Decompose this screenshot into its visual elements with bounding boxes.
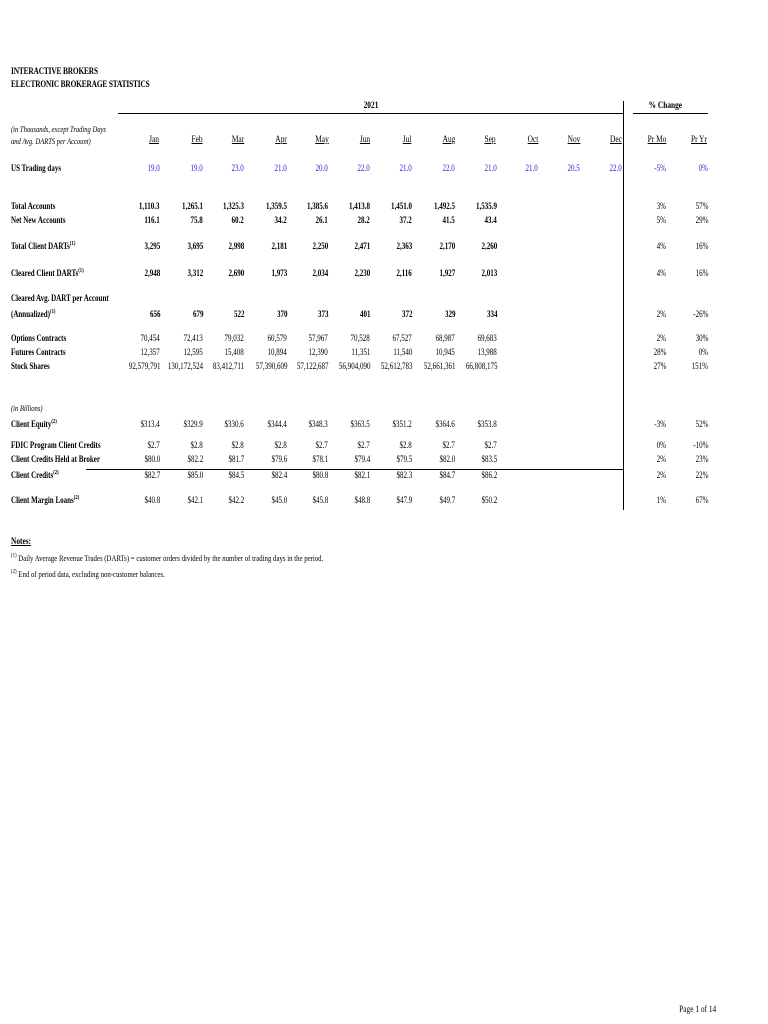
row-label-text: Stock Shares [11,361,50,371]
cell-trading-days-pr-yr: 0% [698,163,708,173]
row-label-text: Total Client DARTs [11,241,70,251]
cell-credits-held-feb: $82.2 [187,454,203,464]
cell-margin-loans-sep: $50.2 [481,495,497,505]
cell-stock-shares-pr-yr: 151% [691,361,708,371]
cell-cleared-avg-dart-sep: 334 [486,309,497,319]
cell-net-new-accounts-pr-mo: 5% [656,215,666,225]
row-label-cleared-avg-dart-line2 [11,309,55,319]
cell-net-new-accounts-aug: 41.5 [442,215,455,225]
cell-net-new-accounts-jun: 28.2 [357,215,370,225]
cell-stock-shares-sep: 66,808,175 [465,361,497,371]
column-header-pr-mo: Pr Mo [647,134,667,144]
column-header-mar: Mar [231,134,245,144]
cell-trading-days-jun: 22.0 [357,163,370,173]
row-label-fdic-credits [11,440,101,450]
row-label-text: Client Equity [11,419,52,429]
cell-futures-contracts-feb: 12,595 [183,347,203,357]
row-label-futures-contracts [11,347,66,357]
cell-cleared-avg-dart-mar: 522 [233,309,244,319]
footnote-marker: (1) [78,268,84,274]
change-rule [633,113,708,114]
note-2-text: End of period data, excluding non-customer balances. [18,569,165,579]
cell-futures-contracts-may: 12,390 [308,347,328,357]
cell-fdic-credits-mar: $2.8 [231,440,244,450]
cell-total-client-darts-aug: 2,170 [439,241,455,251]
cell-total-accounts-sep: 1,535.9 [475,201,497,211]
cell-net-new-accounts-jan: 116.1 [144,215,160,225]
cell-cleared-client-darts-may: 2,034 [312,268,328,278]
footnote-marker: (2) [51,419,57,425]
cell-credits-held-mar: $81.7 [228,454,244,464]
row-label-text: Client Margin Loans [11,495,74,505]
cell-margin-loans-mar: $42.2 [228,495,244,505]
cell-stock-shares-mar: 83,412,711 [212,361,244,371]
cell-trading-days-jul: 21.0 [399,163,412,173]
cell-fdic-credits-pr-yr: -10% [692,440,708,450]
cell-client-equity-jul: $351.2 [392,419,412,429]
row-label-text: Cleared Avg. DART per Account [11,293,109,303]
cell-cleared-avg-dart-jun: 401 [359,309,370,319]
cell-client-credits-apr: $82.4 [271,470,287,480]
report-title: ELECTRONIC BROKERAGE STATISTICS [11,79,150,89]
cell-options-contracts-jul: 67,527 [392,333,412,343]
footnote-marker: (2) [53,470,59,476]
cell-total-client-darts-pr-mo: 4% [656,241,666,251]
cell-total-accounts-aug: 1,492.5 [433,201,455,211]
column-header-may: May [315,134,329,144]
cell-options-contracts-aug: 68,987 [435,333,455,343]
cell-client-credits-sep: $86.2 [481,470,497,480]
column-header-feb: Feb [191,134,203,144]
cell-stock-shares-jan: 92,579,791 [128,361,160,371]
row-label-credits-held [11,454,100,464]
cell-credits-held-aug: $82.0 [439,454,455,464]
cell-trading-days-sep: 21.0 [484,163,497,173]
cell-net-new-accounts-feb: 75.8 [190,215,203,225]
cell-margin-loans-jun: $48.8 [354,495,370,505]
row-label-text: Options Contracts [11,333,67,343]
cell-options-contracts-apr: 60,579 [267,333,287,343]
cell-options-contracts-may: 57,967 [308,333,328,343]
column-header-pr-yr: Pr Yr [691,134,707,144]
cell-client-equity-pr-yr: 52% [695,419,708,429]
row-label-text: Futures Contracts [11,347,66,357]
cell-cleared-client-darts-jan: 2,948 [144,268,160,278]
cell-cleared-client-darts-feb: 3,312 [187,268,203,278]
page-number: Page 1 of 14 [678,1004,716,1014]
cell-options-contracts-mar: 79,032 [224,333,244,343]
cell-futures-contracts-jan: 12,357 [140,347,160,357]
cell-fdic-credits-aug: $2.7 [442,440,455,450]
cell-trading-days-nov: 20.5 [567,163,580,173]
cell-stock-shares-pr-mo: 27% [653,361,666,371]
cell-margin-loans-jan: $40.8 [144,495,160,505]
year-label: 2021 [363,100,379,110]
cell-client-credits-jun: $82.1 [354,470,370,480]
cell-trading-days-feb: 19.0 [190,163,203,173]
column-header-aug: Aug [442,134,456,144]
cell-options-contracts-pr-mo: 2% [656,333,666,343]
row-label-margin-loans [11,495,79,505]
cell-credits-held-pr-yr: 23% [695,454,708,464]
cell-margin-loans-feb: $42.1 [187,495,203,505]
column-header-jul: Jul [402,134,412,144]
row-label-text: Cleared Client DARTs [11,268,79,278]
cell-futures-contracts-sep: 13,988 [477,347,497,357]
cell-margin-loans-may: $45.8 [312,495,328,505]
cell-cleared-client-darts-apr: 1,973 [271,268,287,278]
cell-trading-days-apr: 21.0 [274,163,287,173]
cell-credits-held-pr-mo: 2% [656,454,666,464]
row-label-text: Client Credits [11,470,54,480]
cell-net-new-accounts-apr: 34.2 [274,215,287,225]
cell-cleared-client-darts-jun: 2,230 [354,268,370,278]
client-credits-rule [86,469,623,470]
cell-client-credits-jan: $82.7 [144,470,160,480]
column-header-dec: Dec [610,134,622,144]
cell-total-accounts-mar: 1,325.3 [222,201,244,211]
cell-cleared-avg-dart-jan: 656 [149,309,160,319]
cell-total-client-darts-jan: 3,295 [144,241,160,251]
column-header-jun: Jun [359,134,371,144]
cell-net-new-accounts-may: 26.1 [315,215,328,225]
cell-client-credits-pr-yr: 22% [695,470,708,480]
note-1-text: Daily Average Revenue Trades (DARTs) = customer orders divided by the number of trading days in the period. [18,553,324,563]
column-header-nov: Nov [567,134,581,144]
cell-trading-days-pr-mo: -5% [654,163,666,173]
cell-cleared-avg-dart-jul: 372 [401,309,412,319]
cell-net-new-accounts-jul: 37.2 [399,215,412,225]
cell-total-client-darts-pr-yr: 16% [695,241,708,251]
cell-fdic-credits-pr-mo: 0% [656,440,666,450]
row-label-text: US Trading days [11,163,62,173]
cell-trading-days-dec: 22.0 [609,163,622,173]
row-label-client-credits [11,470,59,480]
cell-cleared-avg-dart-may: 373 [317,309,328,319]
cell-fdic-credits-may: $2.7 [315,440,328,450]
cell-futures-contracts-apr: 10,894 [267,347,287,357]
row-label-total-client-darts [11,241,75,251]
notes-title: Notes: [11,536,32,546]
cell-margin-loans-apr: $45.0 [271,495,287,505]
cell-total-accounts-jun: 1,413.8 [348,201,370,211]
row-label-client-equity [11,419,57,429]
cell-client-equity-mar: $330.6 [224,419,244,429]
cell-stock-shares-aug: 52,661,361 [423,361,455,371]
cell-total-client-darts-may: 2,250 [312,241,328,251]
cell-cleared-avg-dart-aug: 329 [444,309,455,319]
row-label-text: Client Credits Held at Broker [11,454,101,464]
cell-cleared-client-darts-jul: 2,116 [396,268,412,278]
billions-note: (in Billions) [11,404,43,413]
cell-client-equity-feb: $329.9 [183,419,203,429]
cell-stock-shares-may: 57,122,687 [296,361,328,371]
row-label-text: FDIC Program Client Credits [11,440,101,450]
cell-options-contracts-sep: 69,683 [477,333,497,343]
cell-cleared-client-darts-sep: 2,013 [481,268,497,278]
footnote-marker: (2) [73,495,80,501]
units-note-2: and Avg. DARTS per Account) [11,137,91,146]
cell-client-equity-pr-mo: -3% [654,419,666,429]
cell-futures-contracts-pr-yr: 0% [698,347,708,357]
cell-net-new-accounts-mar: 60.2 [231,215,244,225]
cell-total-accounts-jul: 1,451.0 [390,201,412,211]
cell-credits-held-jul: $79.5 [396,454,412,464]
cell-cleared-client-darts-mar: 2,690 [228,268,244,278]
cell-cleared-client-darts-pr-yr: 16% [695,268,708,278]
cell-client-equity-sep: $353.8 [477,419,497,429]
column-divider [623,101,624,510]
row-label-text: Net New Accounts [11,215,66,225]
cell-total-client-darts-mar: 2,998 [228,241,244,251]
change-label: % Change [648,100,683,110]
note-2-marker: (2) [11,569,17,576]
column-header-oct: Oct [527,134,539,144]
row-label-text: Total Accounts [11,201,56,211]
cell-cleared-avg-dart-apr: 370 [276,309,287,319]
cell-stock-shares-jul: 52,612,783 [380,361,412,371]
column-header-sep: Sep [484,134,496,144]
row-label-options-contracts [11,333,66,343]
cell-total-client-darts-apr: 2,181 [271,241,287,251]
column-header-jan: Jan [149,134,159,144]
cell-total-client-darts-sep: 2,260 [481,241,497,251]
cell-client-credits-mar: $84.5 [228,470,244,480]
cell-margin-loans-pr-yr: 67% [695,495,708,505]
cell-options-contracts-jun: 70,528 [350,333,370,343]
cell-stock-shares-jun: 56,904,090 [338,361,370,371]
cell-total-accounts-jan: 1,110.3 [139,201,160,211]
note-2 [11,569,165,579]
cell-futures-contracts-aug: 10,945 [435,347,455,357]
cell-fdic-credits-apr: $2.8 [274,440,287,450]
cell-futures-contracts-jun: 11,351 [350,347,370,357]
cell-trading-days-may: 20.0 [315,163,328,173]
row-label-text: (Annualized) [11,309,51,319]
cell-cleared-client-darts-pr-mo: 4% [656,268,666,278]
cell-futures-contracts-jul: 11,540 [392,347,412,357]
cell-total-accounts-pr-yr: 57% [695,201,708,211]
cell-cleared-avg-dart-feb: 679 [192,309,203,319]
row-label-net-new-accounts [11,215,66,225]
cell-cleared-avg-dart-pr-yr: -26% [692,309,708,319]
cell-total-accounts-feb: 1,265.1 [181,201,203,211]
cell-client-credits-aug: $84.7 [439,470,455,480]
cell-options-contracts-jan: 70,454 [140,333,160,343]
cell-margin-loans-pr-mo: 1% [656,495,666,505]
cell-client-equity-apr: $344.4 [267,419,287,429]
row-label-cleared-avg-dart [11,293,109,303]
cell-stock-shares-feb: 130,172,524 [167,361,203,371]
footnote-marker: (1) [50,309,56,315]
cell-fdic-credits-jun: $2.7 [357,440,370,450]
cell-fdic-credits-feb: $2.8 [190,440,203,450]
cell-client-credits-pr-mo: 2% [656,470,666,480]
cell-fdic-credits-sep: $2.7 [484,440,497,450]
cell-margin-loans-aug: $49.7 [439,495,455,505]
cell-total-client-darts-jun: 2,471 [354,241,370,251]
cell-futures-contracts-mar: 15,408 [224,347,244,357]
cell-client-equity-may: $348.3 [308,419,328,429]
cell-fdic-credits-jan: $2.7 [147,440,160,450]
cell-trading-days-aug: 22.0 [442,163,455,173]
cell-client-equity-jan: $313.4 [140,419,160,429]
row-label-trading-days [11,163,61,173]
cell-client-credits-jul: $82.3 [396,470,412,480]
row-label-total-accounts [11,201,55,211]
cell-fdic-credits-jul: $2.8 [399,440,412,450]
cell-client-equity-aug: $364.6 [435,419,455,429]
cell-futures-contracts-pr-mo: 28% [653,347,666,357]
cell-total-accounts-apr: 1,359.5 [265,201,287,211]
cell-total-accounts-pr-mo: 3% [656,201,666,211]
cell-trading-days-mar: 23.0 [231,163,244,173]
cell-cleared-client-darts-aug: 1,927 [439,268,455,278]
company-name: INTERACTIVE BROKERS [11,66,98,76]
cell-margin-loans-jul: $47.9 [396,495,412,505]
cell-credits-held-sep: $83.5 [481,454,497,464]
cell-net-new-accounts-sep: 43.4 [484,215,497,225]
year-rule [118,113,623,114]
cell-stock-shares-apr: 57,390,609 [255,361,287,371]
note-1-marker: (1) [11,553,17,560]
cell-trading-days-oct: 21.0 [525,163,538,173]
cell-credits-held-jun: $79.4 [354,454,370,464]
cell-trading-days-jan: 19.0 [147,163,160,173]
cell-client-credits-may: $80.8 [312,470,328,480]
column-header-apr: Apr [275,134,287,144]
units-note-1: (in Thousands, except Trading Days [11,125,106,134]
cell-credits-held-apr: $79.6 [271,454,287,464]
cell-total-accounts-may: 1,385.6 [306,201,328,211]
cell-credits-held-jan: $80.0 [144,454,160,464]
cell-total-client-darts-feb: 3,695 [187,241,203,251]
cell-options-contracts-pr-yr: 30% [695,333,708,343]
footnote-marker: (1) [69,241,76,247]
cell-options-contracts-feb: 72,413 [183,333,203,343]
note-1 [11,553,323,563]
row-label-cleared-client-darts [11,268,84,278]
cell-cleared-avg-dart-pr-mo: 2% [656,309,666,319]
cell-client-credits-feb: $85.0 [187,470,203,480]
cell-total-client-darts-jul: 2,363 [396,241,412,251]
cell-net-new-accounts-pr-yr: 29% [695,215,708,225]
cell-credits-held-may: $78.1 [312,454,328,464]
cell-client-equity-jun: $363.5 [350,419,370,429]
row-label-stock-shares [11,361,50,371]
